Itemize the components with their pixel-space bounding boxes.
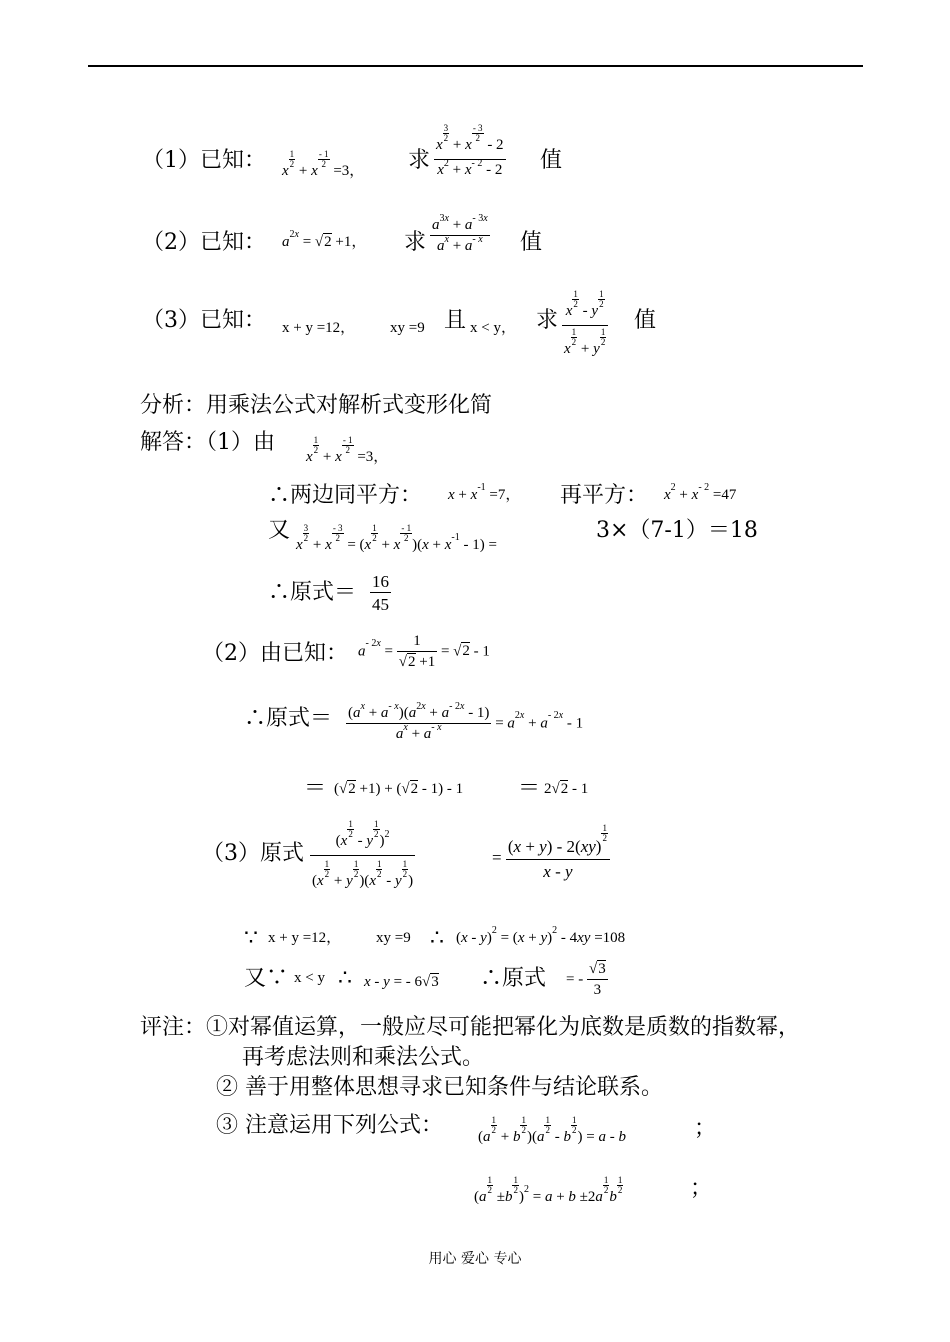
solution-3-diff: x - y = - 6√3 (364, 974, 439, 990)
analysis-line: 分析：用乘法公式对解析式变形化简 (140, 393, 493, 418)
problem-3-fraction: x $\frac{1}{2}$ - y $\frac{1}{2}$ x $\frac{1}{2}$ + y $\frac{1}{2}$ (562, 292, 608, 361)
solution-1-square-text-2: 再平方： (560, 483, 649, 508)
answer-3-den: 3 (593, 982, 602, 998)
solution-2-label: （2）由已知： (202, 641, 348, 666)
problem-1-val: 值 (540, 148, 563, 173)
problem-2-val: 值 (520, 230, 543, 255)
solution-label: 解答：（1）由 (140, 430, 275, 455)
solution-1-square-text: ∴两边同平方： (268, 483, 423, 508)
solution-1-answer (370, 573, 391, 613)
solution-2-result-label: ∴原式＝ (244, 706, 333, 731)
solution-3-cond-1: x + y =12， (268, 930, 342, 946)
solution-3-you: 又∵ (244, 966, 289, 991)
problem-3-ask: 求 (536, 308, 559, 333)
solution-1-given: x $\frac{1}{2}$ + x $\frac{- 1}{2}$ =3， (306, 435, 389, 465)
answer-3-num: 3 (598, 961, 606, 977)
header-rule (88, 65, 863, 67)
problem-2-fraction: $\frac{a^{3x} + a^{- 3x}}{a^x + a^{- x}}$ (432, 213, 488, 254)
problem-1-given: x $\frac{1}{2}$ + x $\frac{- 1}{2}$ =3， (282, 149, 365, 179)
therefore-sign: ∴ (430, 926, 444, 951)
comment-1: 评注：①对幂值运算，一般应尽可能把幂化为底数是质数的指数幂， (140, 1015, 801, 1040)
problem-2-label: （2）已知： (142, 230, 266, 255)
solution-2-answer: 2√2 - 1 (544, 781, 589, 797)
solution-1-result: 3×（7-1）＝18 (596, 518, 758, 543)
solution-3-answer-label: ∴原式 (480, 966, 547, 991)
solution-1-you: 又 (268, 518, 291, 543)
solution-2-given: $a^{- 2x}$ = $\frac{1}{√2 +1}$ = √2 - 1 (358, 633, 490, 670)
therefore-sign-2: ∴ (338, 966, 352, 991)
formula-1: (a $\frac{1}{2}$ + b $\frac{1}{2}$ )(a $\frac{1}{2}$ - b $\frac{1}{2}$ ) = a - b (478, 1115, 626, 1145)
solution-3-fraction-2: = (x + y) - 2(xy) $\frac{1}{2}$ x - y (492, 838, 610, 880)
solution-3-label: （3）原式 (202, 841, 304, 866)
formula-2: (a $\frac{1}{2}$ ±b $\frac{1}{2}$ )$^2$ = a + b ±2a $\frac{1}{2}$ b $\frac{1}{2}$ (474, 1175, 623, 1205)
answer-1-den: 45 (372, 595, 389, 614)
comment-1b: 再考虑法则和乘法公式。 (242, 1045, 485, 1070)
semicolon-1: ； (694, 1116, 717, 1141)
problem-3-given-1: x + y =12， (282, 320, 356, 336)
answer-1-num: 16 (372, 572, 389, 591)
page-footer: 用心 爱心 专心 (428, 1251, 522, 1267)
comment-3: ③ 注意运用下列公式： (216, 1113, 443, 1138)
problem-2-ask: 求 (404, 230, 427, 255)
problem-3-val: 值 (634, 308, 657, 333)
problem-3-label: （3）已知： (142, 308, 266, 333)
semicolon-2: ； (690, 1176, 713, 1201)
solution-2-fraction: $\frac{(a^x + a^{- x})(a^{2x} + a^{- 2x} - 1)}{a^x + a^{- x}}$ = $a^{2x} + a^{- 2x} - 1$ (348, 701, 584, 742)
solution-3-cond-2: xy =9 (376, 930, 411, 946)
problem-1-label: （1）已知： (142, 148, 266, 173)
problem-3-given-2: xy =9 (390, 320, 425, 336)
problem-3-and: 且 (444, 308, 467, 333)
because-sign: ∵ (244, 926, 258, 951)
problem-1-ask: 求 (408, 148, 431, 173)
solution-1-answer-label: ∴原式＝ (268, 580, 357, 605)
comment-2: ② 善于用整体思想寻求已知条件与结论联系。 (216, 1075, 663, 1100)
solution-3-square: $(x - y)^2 = (x + y)^2 - 4xy =108$ (456, 925, 626, 946)
problem-1-fraction: x $\frac{3}{2}$ + x $\frac{- 3}{2}$ - 2 $x^2 + x^{- 2} - 2$ (436, 123, 504, 178)
solution-2-eq-1: ＝ (304, 776, 327, 801)
solution-3-answer: = - $\frac{√3}{3}$ (566, 961, 606, 998)
solution-3-fraction-1: (x $\frac{1}{2}$ - y $\frac{1}{2}$ )$^2$ (x $\frac{1}{2}$ + y $\frac{1}{2}$ )(x $\frac{1}{2}$ - y $\frac{1}{2}$ ) (312, 819, 414, 889)
solution-1-identity: x $\frac{3}{2}$ + x $\frac{- 3}{2}$ = (x $\frac{1}{2}$ + x $\frac{- 1}{2}$ )$(x + x^{-1} - 1)$ = (296, 523, 497, 553)
problem-2-given: $a^{2x} = √2 +1$， (282, 229, 367, 250)
solution-2-expand: (√2 +1) + (√2 - 1) - 1 (334, 781, 464, 797)
problem-3-lt: x < y， (470, 320, 516, 336)
solution-3-lt: x < y (294, 970, 325, 986)
solution-2-eq-2: ＝ (518, 776, 541, 801)
solution-1-square-math-2: $x^2 + x^{- 2} =47$ (664, 482, 737, 503)
solution-1-square-math: $x + x^{-1} =7$， (448, 482, 521, 503)
